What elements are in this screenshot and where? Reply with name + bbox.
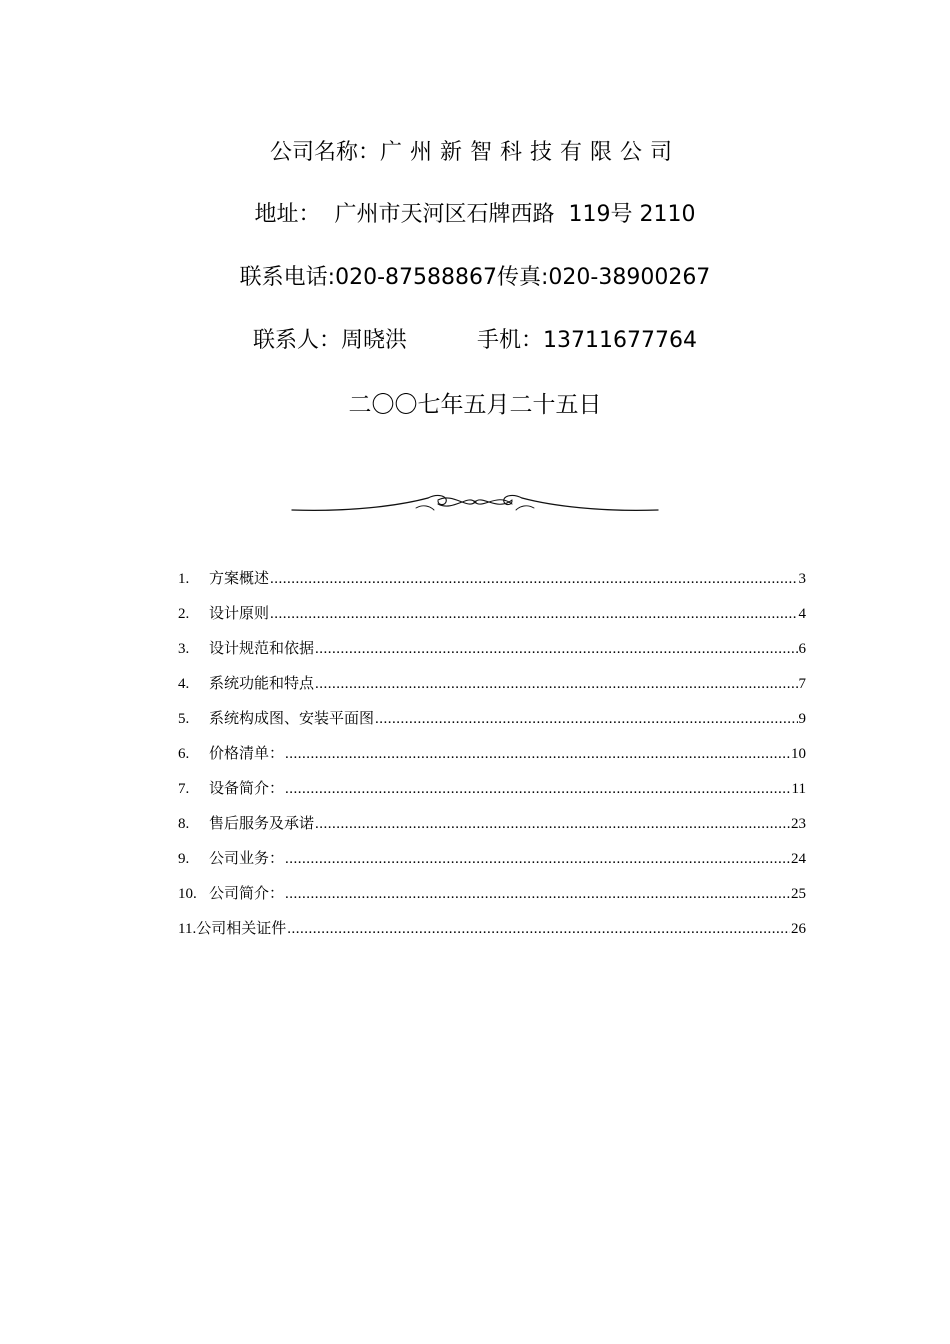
toc-item-number: 11. [178,921,197,937]
toc-item-title: 设备简介： [209,781,285,797]
contact-line: 联系人：周晓洪 手机：13711677764 [253,328,697,353]
toc-item-title: 公司简介： [209,886,285,902]
toc-item-title: 售后服务及承诺 [209,816,315,832]
toc-item[interactable] [178,635,806,670]
toc-item-page: 9 [798,711,806,727]
document-date: 二〇〇七年五月二十五日 [348,392,602,418]
toc-item-title: 方案概述 [209,571,270,587]
toc-item-page: 23 [791,816,806,832]
toc-item-title: 系统功能和特点 [209,676,315,692]
toc-leader-dots [270,600,797,628]
toc-item-title: 公司业务： [209,851,285,867]
toc-item[interactable] [178,845,806,880]
toc-item[interactable] [178,810,806,845]
toc-leader-dots [285,740,790,768]
toc-item-number: 5. [178,711,190,727]
toc-item-number: 2. [178,606,190,622]
toc-item-number: 1. [178,571,190,587]
toc-item-title: 设计规范和依据 [209,641,315,657]
toc-leader-dots [287,915,790,943]
toc-leader-dots [285,775,791,803]
toc-item-page: 11 [791,781,806,797]
toc-leader-dots [375,705,797,733]
ornament-divider-icon [288,490,662,520]
toc-leader-dots [270,565,797,593]
toc-item[interactable] [178,600,806,635]
toc-item[interactable] [178,670,806,705]
toc-item-title: 系统构成图、安装平面图 [209,711,375,727]
toc-item-number: 7. [178,781,190,797]
phone-fax-line: 联系电话:020-87588867传真:020-38900267 [239,265,711,290]
address-line: 地址： 广州市天河区石牌西路 119号 2110 [254,202,696,227]
toc-item[interactable] [178,705,806,740]
toc-item-number: 6. [178,746,190,762]
toc-item-page: 7 [798,676,806,692]
toc-item-page: 10 [791,746,806,762]
toc-item-title: 价格清单： [209,746,285,762]
toc-item[interactable] [178,915,806,950]
toc-item-number: 10. [178,886,197,902]
toc-item-number: 4. [178,676,190,692]
toc-item-number: 3. [178,641,190,657]
toc-leader-dots [315,670,797,698]
toc-item-title: 公司相关证件 [196,921,287,937]
company-name-line [0,138,950,168]
toc-leader-dots [285,880,790,908]
toc-item-page: 24 [791,851,806,867]
toc-item-page: 3 [798,571,806,587]
toc-item-page: 4 [798,606,806,622]
toc-item-number: 8. [178,816,190,832]
table-of-contents [178,565,806,950]
toc-item-number: 9. [178,851,190,867]
company-name-label: 公司名称： [269,140,380,165]
toc-item[interactable] [178,740,806,775]
toc-item[interactable] [178,880,806,915]
toc-item-page: 6 [798,641,806,657]
company-name-value: 广州新智科技有限公司 [380,140,681,165]
toc-leader-dots [315,635,797,663]
toc-item[interactable] [178,775,806,810]
toc-leader-dots [285,845,790,873]
toc-item-page: 25 [791,886,806,902]
toc-item-page: 26 [791,921,806,937]
toc-leader-dots [315,810,790,838]
toc-item[interactable] [178,565,806,600]
toc-item-title: 设计原则 [209,606,270,622]
